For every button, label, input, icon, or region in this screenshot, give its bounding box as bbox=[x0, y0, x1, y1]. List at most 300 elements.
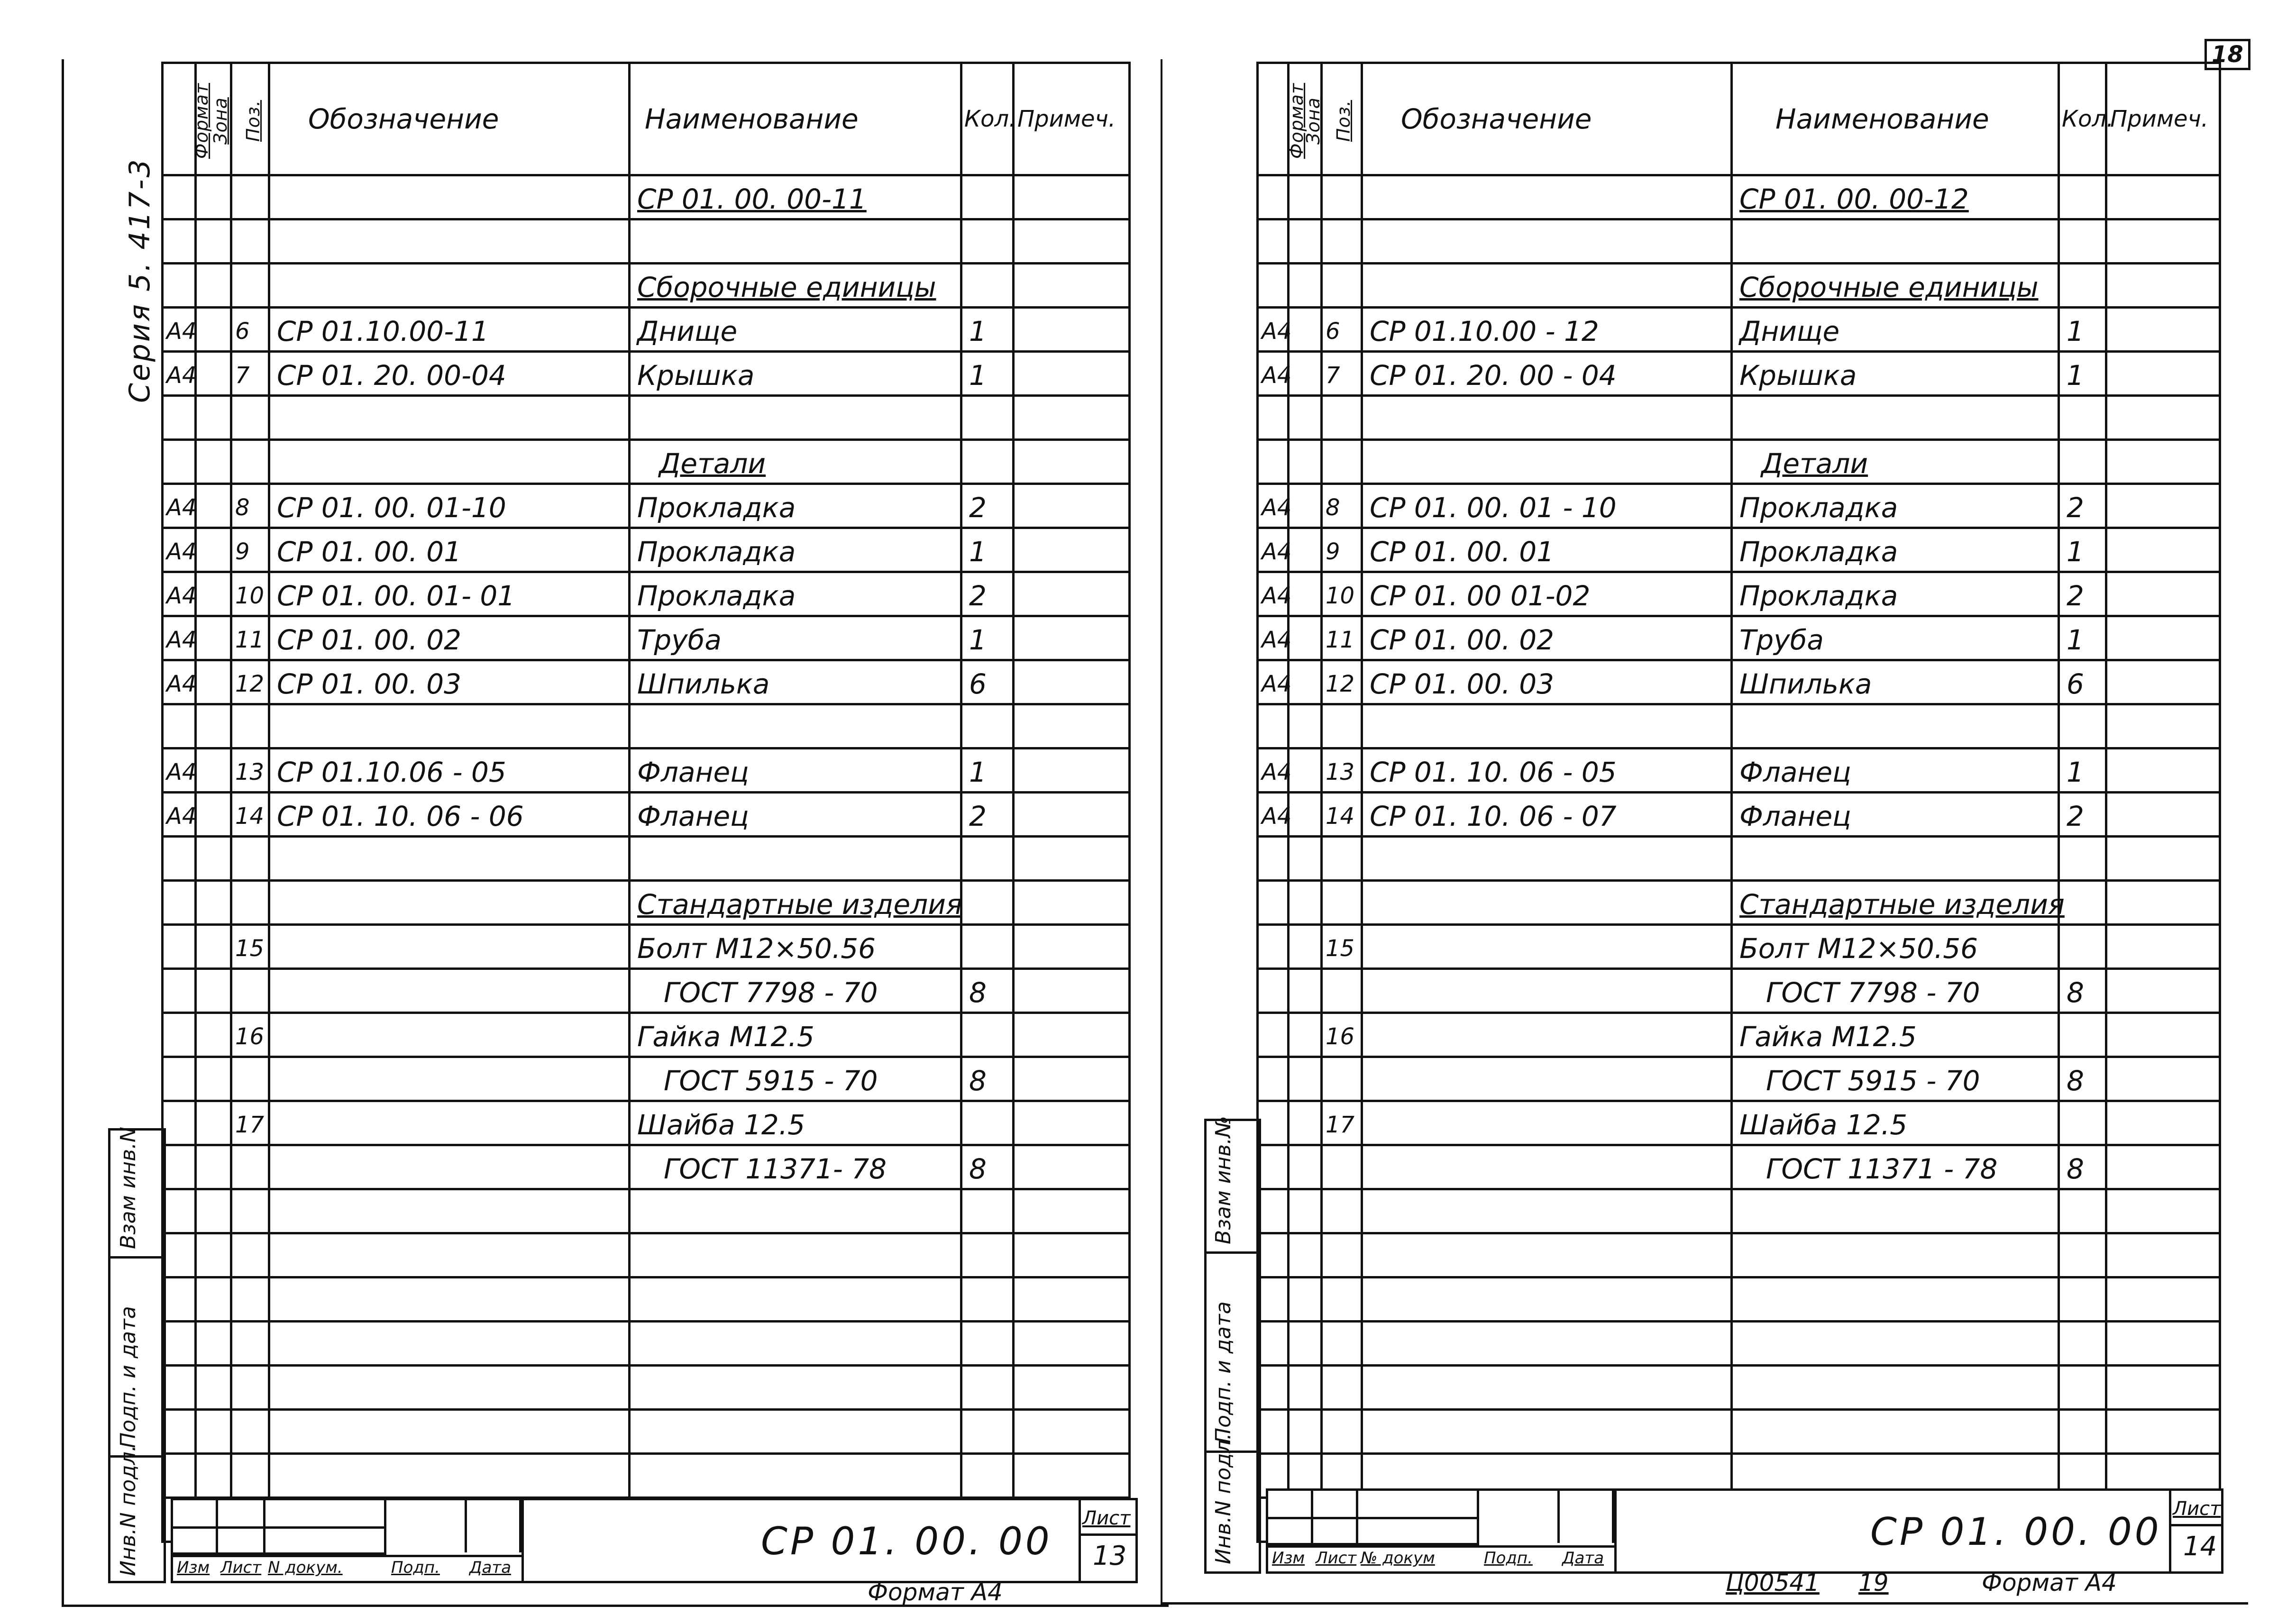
qty-cell: 8 bbox=[961, 1145, 1014, 1189]
table-row bbox=[163, 1233, 1130, 1277]
format-cell bbox=[1258, 175, 1289, 219]
designation-cell: СР 01.10.06 - 05 bbox=[269, 748, 630, 793]
designation-cell: СР 01. 00. 02 bbox=[269, 616, 630, 660]
table-row bbox=[163, 925, 1130, 969]
format-cell: А4 bbox=[163, 528, 196, 572]
name-cell: Болт М12×50.56 bbox=[1732, 925, 2059, 969]
format-cell: А4 bbox=[1258, 484, 1289, 528]
note-cell bbox=[1014, 219, 1130, 264]
designation-cell: СР 01. 00. 01 bbox=[269, 528, 630, 572]
note-cell bbox=[2106, 837, 2220, 881]
right-podp-data-label: Подп. и дата bbox=[1211, 1301, 1235, 1443]
table-row bbox=[163, 837, 1130, 881]
table-row bbox=[163, 660, 1130, 704]
format-cell bbox=[1258, 219, 1289, 264]
right-izm-label: Изм bbox=[1272, 1549, 1305, 1568]
qty-cell bbox=[961, 1189, 1014, 1233]
pos-cell: 9 bbox=[1322, 528, 1362, 572]
note-cell bbox=[2106, 352, 2220, 396]
name-cell: Фланец bbox=[1732, 748, 2059, 793]
zone-cell bbox=[1289, 219, 1322, 264]
table-row bbox=[1258, 660, 2220, 704]
note-cell bbox=[2106, 1189, 2220, 1233]
name-cell bbox=[1732, 837, 2059, 881]
qty-cell: 8 bbox=[961, 1057, 1014, 1101]
note-cell bbox=[1014, 1322, 1130, 1366]
qty-cell bbox=[2059, 881, 2106, 925]
note-cell bbox=[2106, 1101, 2220, 1145]
qty-cell bbox=[2059, 1366, 2106, 1410]
format-cell bbox=[163, 969, 196, 1013]
zone-cell bbox=[1289, 572, 1322, 616]
format-cell: А4 bbox=[1258, 308, 1289, 352]
qty-cell: 1 bbox=[961, 528, 1014, 572]
zone-cell bbox=[196, 1057, 231, 1101]
qty-cell: 1 bbox=[961, 616, 1014, 660]
table-row bbox=[163, 1189, 1130, 1233]
zone-cell bbox=[196, 969, 231, 1013]
note-cell bbox=[1014, 616, 1130, 660]
zone-cell bbox=[1289, 440, 1322, 484]
pos-cell: 12 bbox=[1322, 660, 1362, 704]
note-cell bbox=[2106, 1322, 2220, 1366]
table-row bbox=[163, 352, 1130, 396]
name-cell: Прокладка bbox=[1732, 572, 2059, 616]
note-cell bbox=[1014, 352, 1130, 396]
format-cell bbox=[163, 1366, 196, 1410]
note-cell bbox=[1014, 660, 1130, 704]
table-row bbox=[1258, 396, 2220, 440]
qty-cell bbox=[961, 1277, 1014, 1322]
table-row bbox=[163, 484, 1130, 528]
pos-cell bbox=[231, 1145, 269, 1189]
table-row bbox=[1258, 219, 2220, 264]
note-cell bbox=[1014, 572, 1130, 616]
zone-cell bbox=[1289, 1322, 1322, 1366]
name-cell bbox=[1732, 1189, 2059, 1233]
name-cell: ГОСТ 7798 - 70 bbox=[1732, 969, 2059, 1013]
format-cell bbox=[163, 175, 196, 219]
table-row bbox=[163, 704, 1130, 748]
pos-cell: 7 bbox=[1322, 352, 1362, 396]
zone-cell bbox=[1289, 616, 1322, 660]
zone-cell bbox=[196, 175, 231, 219]
name-cell: Днище bbox=[630, 308, 961, 352]
zone-cell bbox=[196, 308, 231, 352]
zone-cell bbox=[196, 396, 231, 440]
table-row bbox=[163, 264, 1130, 308]
designation-cell bbox=[1362, 1366, 1732, 1410]
qty-cell: 1 bbox=[2059, 528, 2106, 572]
designation-cell bbox=[1362, 1145, 1732, 1189]
pos-cell: 14 bbox=[231, 793, 269, 837]
right-doc-code: СР 01. 00. 00 bbox=[1870, 1510, 2162, 1554]
name-cell: Шайба 12.5 bbox=[630, 1101, 961, 1145]
qty-cell bbox=[2059, 440, 2106, 484]
designation-cell bbox=[269, 1233, 630, 1277]
pos-cell bbox=[231, 264, 269, 308]
designation-cell bbox=[269, 881, 630, 925]
note-cell bbox=[2106, 793, 2220, 837]
left-sheet-number: 13 bbox=[1093, 1541, 1127, 1571]
table-row bbox=[163, 175, 1130, 219]
designation-cell: СР 01. 10. 06 - 07 bbox=[1362, 793, 1732, 837]
format-cell bbox=[163, 704, 196, 748]
format-cell: А4 bbox=[1258, 660, 1289, 704]
pos-cell: 7 bbox=[231, 352, 269, 396]
zone-cell bbox=[1289, 308, 1322, 352]
zone-cell bbox=[196, 660, 231, 704]
note-cell bbox=[1014, 793, 1130, 837]
name-cell bbox=[1732, 1277, 2059, 1322]
format-cell bbox=[1258, 264, 1289, 308]
pos-cell bbox=[231, 837, 269, 881]
name-cell: СР 01. 00. 00-11 bbox=[630, 175, 961, 219]
pos-cell bbox=[1322, 264, 1362, 308]
zone-cell bbox=[1289, 264, 1322, 308]
designation-cell: СР 01. 00. 01- 01 bbox=[269, 572, 630, 616]
table-row bbox=[163, 881, 1130, 925]
spec-table-right bbox=[1256, 62, 2221, 1543]
zone-cell bbox=[196, 793, 231, 837]
designation-cell bbox=[269, 1057, 630, 1101]
qty-cell bbox=[2059, 1277, 2106, 1322]
zone-cell bbox=[1289, 1145, 1322, 1189]
pos-cell: 17 bbox=[1322, 1101, 1362, 1145]
qty-cell: 2 bbox=[961, 484, 1014, 528]
qty-cell bbox=[961, 1322, 1014, 1366]
name-cell: ГОСТ 5915 - 70 bbox=[1732, 1057, 2059, 1101]
qty-cell bbox=[2059, 1101, 2106, 1145]
table-row bbox=[1258, 704, 2220, 748]
designation-cell: СР 01. 00. 03 bbox=[269, 660, 630, 704]
table-row bbox=[1258, 748, 2220, 793]
note-cell bbox=[2106, 308, 2220, 352]
name-cell: Фланец bbox=[1732, 793, 2059, 837]
table-row bbox=[1258, 969, 2220, 1013]
table-row bbox=[1258, 1101, 2220, 1145]
pos-cell bbox=[1322, 1277, 1362, 1322]
note-cell bbox=[1014, 1410, 1130, 1454]
format-cell bbox=[163, 881, 196, 925]
note-cell bbox=[1014, 748, 1130, 793]
name-cell: Шпилька bbox=[1732, 660, 2059, 704]
qty-cell bbox=[961, 396, 1014, 440]
pos-cell bbox=[231, 969, 269, 1013]
table-row bbox=[163, 616, 1130, 660]
qty-cell bbox=[961, 1454, 1014, 1498]
right-footer-format: Формат А4 bbox=[1982, 1569, 2117, 1597]
zone-cell bbox=[1289, 528, 1322, 572]
pos-cell: 9 bbox=[231, 528, 269, 572]
note-cell bbox=[1014, 1454, 1130, 1498]
format-cell bbox=[163, 925, 196, 969]
designation-cell: СР 01. 00. 03 bbox=[1362, 660, 1732, 704]
left-list-label: Лист bbox=[220, 1558, 262, 1577]
format-cell bbox=[1258, 1233, 1289, 1277]
note-cell bbox=[2106, 572, 2220, 616]
zone-cell bbox=[1289, 1057, 1322, 1101]
table-row bbox=[1258, 1366, 2220, 1410]
zone-cell bbox=[196, 748, 231, 793]
zone-cell bbox=[1289, 793, 1322, 837]
note-cell bbox=[1014, 837, 1130, 881]
pos-cell bbox=[1322, 1233, 1362, 1277]
designation-cell bbox=[269, 837, 630, 881]
qty-cell bbox=[961, 219, 1014, 264]
name-cell: Прокладка bbox=[630, 572, 961, 616]
format-cell bbox=[1258, 925, 1289, 969]
qty-cell: 8 bbox=[2059, 1057, 2106, 1101]
pos-cell bbox=[231, 440, 269, 484]
zone-cell bbox=[196, 484, 231, 528]
left-doc-code: СР 01. 00. 00 bbox=[761, 1519, 1052, 1563]
name-cell: Сборочные единицы bbox=[630, 264, 961, 308]
zone-cell bbox=[1289, 1277, 1322, 1322]
designation-cell bbox=[269, 925, 630, 969]
col-zone-header: Зона bbox=[1289, 63, 1322, 175]
table-row bbox=[163, 1454, 1130, 1498]
designation-cell bbox=[1362, 219, 1732, 264]
designation-cell bbox=[1362, 925, 1732, 969]
table-row bbox=[163, 1013, 1130, 1057]
qty-cell: 1 bbox=[961, 352, 1014, 396]
pos-cell: 11 bbox=[231, 616, 269, 660]
designation-cell bbox=[269, 1277, 630, 1322]
format-cell: А4 bbox=[163, 352, 196, 396]
pos-cell: 15 bbox=[1322, 925, 1362, 969]
pos-cell bbox=[1322, 219, 1362, 264]
pos-cell bbox=[1322, 175, 1362, 219]
pos-cell bbox=[1322, 1145, 1362, 1189]
name-cell bbox=[630, 1233, 961, 1277]
col-qty-header: Кол. bbox=[2059, 63, 2106, 175]
name-cell bbox=[630, 1366, 961, 1410]
zone-cell bbox=[1289, 352, 1322, 396]
pos-cell bbox=[1322, 1057, 1362, 1101]
qty-cell bbox=[2059, 1189, 2106, 1233]
qty-cell bbox=[2059, 1410, 2106, 1454]
note-cell bbox=[1014, 264, 1130, 308]
designation-cell bbox=[1362, 1101, 1732, 1145]
qty-cell: 1 bbox=[961, 308, 1014, 352]
right-title-block bbox=[1266, 1488, 2223, 1574]
format-cell bbox=[163, 837, 196, 881]
table-row bbox=[1258, 793, 2220, 837]
format-cell: А4 bbox=[163, 748, 196, 793]
table-row bbox=[163, 748, 1130, 793]
note-cell bbox=[1014, 175, 1130, 219]
format-cell: А4 bbox=[163, 660, 196, 704]
col-note-header: Примеч. bbox=[1014, 63, 1130, 175]
col-format-header: Формат bbox=[1258, 63, 1289, 175]
format-cell bbox=[163, 219, 196, 264]
designation-cell: СР 01. 00. 02 bbox=[1362, 616, 1732, 660]
pos-cell bbox=[231, 881, 269, 925]
qty-cell bbox=[2059, 396, 2106, 440]
qty-cell: 1 bbox=[961, 748, 1014, 793]
table-row bbox=[1258, 1189, 2220, 1233]
format-cell bbox=[1258, 396, 1289, 440]
zone-cell bbox=[1289, 1189, 1322, 1233]
pos-cell bbox=[231, 219, 269, 264]
pos-cell bbox=[231, 1233, 269, 1277]
designation-cell bbox=[269, 1013, 630, 1057]
designation-cell bbox=[269, 969, 630, 1013]
zone-cell bbox=[196, 1233, 231, 1277]
format-cell bbox=[163, 1410, 196, 1454]
name-cell bbox=[630, 1454, 961, 1498]
left-izm-label: Изм bbox=[177, 1558, 210, 1577]
qty-cell bbox=[2059, 925, 2106, 969]
table-row bbox=[163, 1322, 1130, 1366]
qty-cell: 8 bbox=[961, 969, 1014, 1013]
pos-cell: 16 bbox=[231, 1013, 269, 1057]
right-footer-stamp-num: 19 bbox=[1858, 1569, 1889, 1597]
zone-cell bbox=[196, 704, 231, 748]
zone-cell bbox=[1289, 925, 1322, 969]
name-cell bbox=[630, 1189, 961, 1233]
right-sheet-label: Лист bbox=[2173, 1498, 2221, 1520]
qty-cell: 2 bbox=[2059, 572, 2106, 616]
format-cell: А4 bbox=[1258, 528, 1289, 572]
zone-cell bbox=[1289, 837, 1322, 881]
note-cell bbox=[1014, 528, 1130, 572]
qty-cell bbox=[961, 1233, 1014, 1277]
table-row bbox=[1258, 1410, 2220, 1454]
name-cell: Фланец bbox=[630, 748, 961, 793]
pos-cell bbox=[231, 175, 269, 219]
format-cell: А4 bbox=[1258, 793, 1289, 837]
qty-cell: 1 bbox=[2059, 616, 2106, 660]
pos-cell: 6 bbox=[1322, 308, 1362, 352]
pos-cell: 6 bbox=[231, 308, 269, 352]
format-cell bbox=[1258, 440, 1289, 484]
zone-cell bbox=[196, 837, 231, 881]
qty-cell: 8 bbox=[2059, 969, 2106, 1013]
note-cell bbox=[1014, 1145, 1130, 1189]
pos-cell: 8 bbox=[231, 484, 269, 528]
note-cell bbox=[2106, 616, 2220, 660]
right-inv-podl-label: Инв.N подл. bbox=[1211, 1433, 1235, 1564]
name-cell: Труба bbox=[630, 616, 961, 660]
designation-cell bbox=[269, 219, 630, 264]
qty-cell bbox=[961, 1366, 1014, 1410]
pos-cell: 10 bbox=[231, 572, 269, 616]
qty-cell: 2 bbox=[2059, 484, 2106, 528]
page-number: 18 bbox=[2205, 39, 2250, 70]
designation-cell bbox=[1362, 175, 1732, 219]
designation-cell: СР 01.10.00 - 12 bbox=[1362, 308, 1732, 352]
col-note-header: Примеч. bbox=[2106, 63, 2220, 175]
table-row bbox=[1258, 881, 2220, 925]
zone-cell bbox=[1289, 1233, 1322, 1277]
qty-cell: 2 bbox=[2059, 793, 2106, 837]
zone-cell bbox=[196, 219, 231, 264]
zone-cell bbox=[196, 572, 231, 616]
format-cell: А4 bbox=[1258, 352, 1289, 396]
right-sheet-number: 14 bbox=[2183, 1531, 2217, 1562]
note-cell bbox=[2106, 264, 2220, 308]
table-row bbox=[1258, 1322, 2220, 1366]
qty-cell bbox=[2059, 837, 2106, 881]
zone-cell bbox=[1289, 704, 1322, 748]
right-footer-stamp: Ц00541 bbox=[1726, 1569, 1820, 1597]
table-row bbox=[163, 1057, 1130, 1101]
designation-cell bbox=[1362, 1410, 1732, 1454]
left-sheet-label: Лист bbox=[1082, 1507, 1131, 1529]
name-cell bbox=[1732, 1366, 2059, 1410]
name-cell bbox=[630, 1410, 961, 1454]
designation-cell bbox=[269, 1189, 630, 1233]
designation-cell bbox=[269, 1410, 630, 1454]
name-cell: Шпилька bbox=[630, 660, 961, 704]
name-cell: Прокладка bbox=[1732, 528, 2059, 572]
note-cell bbox=[1014, 1013, 1130, 1057]
right-list-label: Лист bbox=[1316, 1549, 1357, 1568]
note-cell bbox=[2106, 1410, 2220, 1454]
qty-cell: 1 bbox=[2059, 748, 2106, 793]
format-cell bbox=[163, 1145, 196, 1189]
zone-cell bbox=[1289, 1410, 1322, 1454]
note-cell bbox=[2106, 175, 2220, 219]
format-cell bbox=[1258, 969, 1289, 1013]
format-cell bbox=[163, 1322, 196, 1366]
zone-cell bbox=[1289, 396, 1322, 440]
pos-cell: 12 bbox=[231, 660, 269, 704]
note-cell bbox=[2106, 969, 2220, 1013]
note-cell bbox=[2106, 219, 2220, 264]
table-row bbox=[1258, 837, 2220, 881]
pos-cell bbox=[231, 1366, 269, 1410]
format-cell bbox=[1258, 1322, 1289, 1366]
pos-cell bbox=[231, 1454, 269, 1498]
name-cell: Прокладка bbox=[630, 484, 961, 528]
left-side-divider-1 bbox=[108, 1256, 161, 1259]
col-name-header: Наименование bbox=[1732, 63, 2059, 175]
zone-cell bbox=[1289, 175, 1322, 219]
right-dokum-label: № докум bbox=[1361, 1549, 1435, 1568]
designation-cell bbox=[269, 264, 630, 308]
table-row bbox=[1258, 264, 2220, 308]
name-cell: Шайба 12.5 bbox=[1732, 1101, 2059, 1145]
designation-cell bbox=[1362, 396, 1732, 440]
designation-cell: СР 01.10.00-11 bbox=[269, 308, 630, 352]
format-cell: А4 bbox=[163, 793, 196, 837]
format-cell: А4 bbox=[1258, 616, 1289, 660]
format-cell bbox=[163, 1101, 196, 1145]
table-row bbox=[163, 396, 1130, 440]
table-row bbox=[1258, 308, 2220, 352]
qty-cell bbox=[2059, 175, 2106, 219]
name-cell: Крышка bbox=[1732, 352, 2059, 396]
qty-cell: 1 bbox=[2059, 352, 2106, 396]
name-cell bbox=[1732, 704, 2059, 748]
designation-cell bbox=[1362, 1277, 1732, 1322]
designation-cell bbox=[269, 1366, 630, 1410]
table-row bbox=[163, 1410, 1130, 1454]
note-cell bbox=[2106, 396, 2220, 440]
name-cell: ГОСТ 11371 - 78 bbox=[1732, 1145, 2059, 1189]
table-header bbox=[1258, 63, 2220, 175]
left-podp-data-label: Подп. и дата bbox=[116, 1306, 140, 1448]
note-cell bbox=[2106, 528, 2220, 572]
table-row bbox=[1258, 528, 2220, 572]
pos-cell bbox=[231, 396, 269, 440]
zone-cell bbox=[196, 1189, 231, 1233]
designation-cell bbox=[1362, 1322, 1732, 1366]
designation-cell bbox=[1362, 1233, 1732, 1277]
